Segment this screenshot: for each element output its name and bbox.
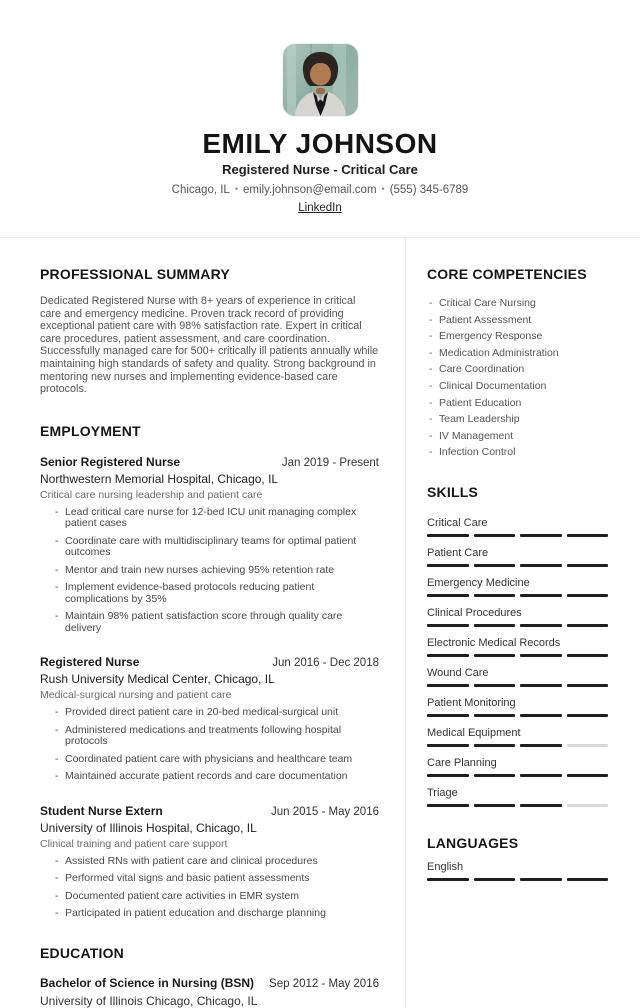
skill-level-segment bbox=[427, 774, 469, 777]
languages-heading: LANGUAGES bbox=[427, 835, 519, 852]
skill-row bbox=[427, 727, 608, 747]
resume-header bbox=[0, 0, 640, 216]
competency-item: - Clinical Documentation bbox=[427, 380, 608, 392]
job-description: Medical-surgical nursing and patient care bbox=[40, 689, 232, 702]
job-dates: Jun 2016 - Dec 2018 bbox=[272, 657, 379, 670]
skill-level-segment bbox=[474, 804, 516, 807]
job-bullet: - Documented patient care activities in EMR system bbox=[55, 891, 379, 903]
skill-level-segment bbox=[427, 878, 469, 881]
competencies-list bbox=[427, 297, 608, 458]
job-description: Clinical training and patient care support bbox=[40, 837, 228, 850]
job-title: Senior Registered Nurse bbox=[40, 454, 181, 469]
skill-level-segment bbox=[427, 744, 469, 747]
job-title: Student Nurse Extern bbox=[40, 803, 163, 818]
job-dates: Jan 2019 - Present bbox=[281, 456, 379, 469]
contact-line bbox=[0, 183, 640, 197]
competencies-heading: CORE COMPETENCIES bbox=[427, 266, 587, 282]
skill-level-segment bbox=[567, 564, 609, 567]
job-entry bbox=[40, 455, 379, 635]
job-title: Registered Nurse bbox=[40, 655, 140, 670]
skill-level-segment bbox=[474, 878, 516, 881]
skill-name: Electronic Medical Records bbox=[427, 637, 561, 650]
skill-level-segment bbox=[567, 624, 609, 627]
competency-item: - Care Coordination bbox=[427, 363, 608, 375]
skill-level-segment bbox=[474, 714, 516, 717]
profile-photo-illustration bbox=[283, 44, 358, 116]
separator-dot: • bbox=[234, 184, 238, 194]
skill-level-segment bbox=[474, 564, 516, 567]
skill-row bbox=[427, 517, 608, 537]
job-head bbox=[40, 455, 379, 469]
skill-level-segment bbox=[567, 714, 609, 717]
skill-row bbox=[427, 787, 608, 807]
skill-name: Wound Care bbox=[427, 667, 489, 680]
skill-level-segment bbox=[427, 564, 469, 567]
skill-level-segment bbox=[520, 804, 562, 807]
skill-name: Patient Care bbox=[427, 547, 489, 560]
job-bullet: - Provided direct patient care in 20-bed medical-surgical unit bbox=[55, 707, 379, 719]
skill-name: Emergency Medicine bbox=[427, 577, 530, 590]
contact-location: Chicago, IL bbox=[171, 184, 230, 196]
job-organization: University of Illinois Hospital, Chicago, IL bbox=[40, 820, 257, 835]
skill-level-segment bbox=[474, 744, 516, 747]
job-bullet: - Participated in patient education and discharge planning bbox=[55, 908, 379, 920]
left-column bbox=[0, 238, 406, 1008]
resume-body bbox=[0, 237, 640, 1008]
competency-item: - Emergency Response bbox=[427, 330, 608, 342]
job-bullet: - Assisted RNs with patient care and clinical procedures bbox=[55, 856, 379, 868]
skill-level-segment bbox=[567, 594, 609, 597]
skill-row bbox=[427, 757, 608, 777]
skill-level-segment bbox=[427, 624, 469, 627]
language-row bbox=[427, 861, 608, 881]
skill-level-bar bbox=[427, 534, 608, 537]
skill-level-bar bbox=[427, 684, 608, 687]
candidate-title: Registered Nurse - Critical Care bbox=[222, 162, 418, 177]
skill-name: Care Planning bbox=[427, 757, 497, 770]
skill-level-segment bbox=[567, 804, 609, 807]
skill-level-bar bbox=[427, 714, 608, 717]
skill-level-segment bbox=[520, 654, 562, 657]
competency-item: - Patient Assessment bbox=[427, 314, 608, 326]
skill-name: Clinical Procedures bbox=[427, 607, 522, 620]
skill-name: Medical Equipment bbox=[427, 727, 521, 740]
skill-level-segment bbox=[427, 654, 469, 657]
skill-row bbox=[427, 637, 608, 657]
skills-heading: SKILLS bbox=[427, 484, 478, 501]
skill-level-segment bbox=[474, 594, 516, 597]
competency-item: - Infection Control bbox=[427, 446, 608, 458]
skill-level-bar bbox=[427, 594, 608, 597]
skill-level-segment bbox=[427, 594, 469, 597]
job-dates: Jun 2015 - May 2016 bbox=[270, 805, 379, 818]
skill-level-segment bbox=[520, 564, 562, 567]
skill-level-segment bbox=[520, 878, 562, 881]
skill-level-segment bbox=[520, 534, 562, 537]
job-bullet: - Lead critical care nurse for 12-bed ICU unit managing complex patient cases bbox=[55, 507, 379, 530]
skill-level-segment bbox=[427, 684, 469, 687]
skill-level-bar bbox=[427, 744, 608, 747]
skill-name: Triage bbox=[427, 787, 458, 800]
competency-item: - Critical Care Nursing bbox=[427, 297, 608, 309]
right-column bbox=[406, 238, 640, 1008]
job-head bbox=[40, 804, 379, 818]
skill-level-segment bbox=[520, 684, 562, 687]
skill-level-segment bbox=[474, 774, 516, 777]
competency-item: - Team Leadership bbox=[427, 413, 608, 425]
language-name: English bbox=[427, 861, 464, 874]
education-dates: Sep 2012 - May 2016 bbox=[269, 977, 379, 990]
job-bullet-list bbox=[40, 856, 379, 920]
skill-row bbox=[427, 607, 608, 627]
skill-level-segment bbox=[567, 654, 609, 657]
skill-level-bar bbox=[427, 654, 608, 657]
contact-phone: (555) 345-6789 bbox=[389, 184, 469, 196]
job-organization: Rush University Medical Center, Chicago, IL bbox=[40, 672, 275, 687]
skill-row bbox=[427, 667, 608, 687]
skill-row bbox=[427, 577, 608, 597]
job-description: Critical care nursing leadership and patient care bbox=[40, 488, 263, 501]
competency-item: - IV Management bbox=[427, 430, 608, 442]
summary-text: Dedicated Registered Nurse with 8+ years of experience in critical care and emergency medicine. Proven track record of providing exceptional patient care with 98% satisfaction rate. Expert in critical care procedures, patient assessment, and care coordination. Successfully managed care for 500+ critically ill patients annually while maintaining high standards of safety and quality. Strong background in mentoring new nurses and implementing evidence-based care protocols. bbox=[40, 295, 379, 396]
skill-name: Critical Care bbox=[427, 517, 488, 530]
skill-row bbox=[427, 697, 608, 717]
summary-heading: PROFESSIONAL SUMMARY bbox=[40, 266, 230, 282]
job-entry bbox=[40, 655, 379, 783]
employment-heading: EMPLOYMENT bbox=[40, 422, 141, 439]
job-bullet: - Administered medications and treatments following hospital protocols bbox=[55, 725, 379, 748]
job-bullet-list bbox=[40, 707, 379, 783]
language-level-bar bbox=[427, 878, 608, 881]
job-head bbox=[40, 655, 379, 669]
skill-level-segment bbox=[474, 534, 516, 537]
candidate-name: EMILY JOHNSON bbox=[202, 128, 438, 159]
skill-level-segment bbox=[520, 594, 562, 597]
skill-level-segment bbox=[520, 744, 562, 747]
linkedin-link[interactable]: LinkedIn bbox=[298, 202, 342, 214]
skill-level-segment bbox=[474, 684, 516, 687]
skill-level-bar bbox=[427, 804, 608, 807]
job-entry bbox=[40, 804, 379, 920]
separator-dot: • bbox=[381, 184, 385, 194]
job-bullet: - Coordinated patient care with physicians and healthcare team bbox=[55, 754, 379, 766]
skill-level-segment bbox=[427, 534, 469, 537]
competency-item: - Patient Education bbox=[427, 397, 608, 409]
job-bullet: - Maintain 98% patient satisfaction score through quality care delivery bbox=[55, 611, 379, 634]
skill-level-segment bbox=[520, 714, 562, 717]
job-bullet-list bbox=[40, 507, 379, 635]
skill-level-segment bbox=[567, 534, 609, 537]
skill-level-bar bbox=[427, 624, 608, 627]
job-bullet: - Mentor and train new nurses achieving 95% retention rate bbox=[55, 565, 379, 577]
education-head bbox=[40, 976, 379, 990]
skill-level-segment bbox=[567, 774, 609, 777]
job-organization: Northwestern Memorial Hospital, Chicago, IL bbox=[40, 471, 279, 486]
skill-level-segment bbox=[427, 714, 469, 717]
skill-level-bar bbox=[427, 774, 608, 777]
skill-level-segment bbox=[520, 624, 562, 627]
skill-level-bar bbox=[427, 564, 608, 567]
skill-level-segment bbox=[520, 774, 562, 777]
education-entry bbox=[40, 976, 379, 1008]
skill-level-segment bbox=[567, 744, 609, 747]
skill-row bbox=[427, 547, 608, 567]
competency-item: - Medication Administration bbox=[427, 347, 608, 359]
skill-level-segment bbox=[474, 624, 516, 627]
skill-level-segment bbox=[567, 878, 609, 881]
contact-email: emily.johnson@email.com bbox=[242, 184, 377, 196]
job-bullet: - Coordinate care with multidisciplinary teams for optimal patient outcomes bbox=[55, 536, 379, 559]
job-bullet: - Performed vital signs and basic patient assessments bbox=[55, 873, 379, 885]
skill-level-segment bbox=[474, 654, 516, 657]
job-bullet: - Maintained accurate patient records and care documentation bbox=[55, 771, 379, 783]
skill-name: Patient Monitoring bbox=[427, 697, 516, 710]
skill-level-segment bbox=[427, 804, 469, 807]
education-heading: EDUCATION bbox=[40, 944, 124, 961]
education-school: University of Illinois Chicago, Chicago, IL bbox=[40, 993, 258, 1008]
education-degree: Bachelor of Science in Nursing (BSN) bbox=[40, 975, 255, 990]
job-bullet: - Implement evidence-based protocols reducing patient complications by 35% bbox=[55, 582, 379, 605]
profile-photo bbox=[283, 44, 358, 116]
skill-level-segment bbox=[567, 684, 609, 687]
